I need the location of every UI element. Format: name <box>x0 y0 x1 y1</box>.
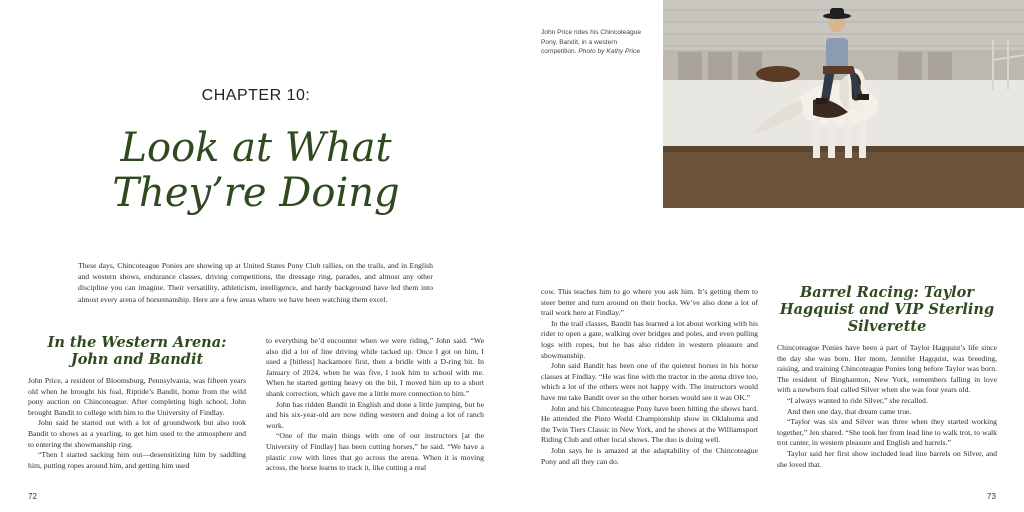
intro-paragraph: These days, Chincoteague Ponies are showing up at United States Pony Club rallies, on the trails, and in English and western shows, endurance classes, driving competitions, the dressage ring, parades, and almost any other discipline you can imagine. Their versatility, athleticism, intelligence, and hardy background have led them into almost every arena of horsemanship. Here are a few areas where we have been watching them excel. <box>78 261 433 304</box>
column-4 <box>777 284 997 470</box>
arena-photo-illustration <box>663 0 1024 208</box>
paragraph: And then one day, that dream came true. <box>787 406 912 416</box>
chapter-title-line-1: Look at What <box>120 125 392 171</box>
paragraph: John said he started out with a lot of groundwork but also took Bandit to shows as a yearling, to get him used to the atmosphere and to entering the showmanship ring. <box>28 418 246 449</box>
paragraph: cow. This teaches him to go where you ask him. It’s getting them to steer better and turn around on their hocks. We’ve also done a lot of trail work here at Findlay.” <box>541 287 758 318</box>
right-page <box>512 0 1024 512</box>
paragraph: “Taylor was six and Silver was three when they started working together,” Jen shared. “She took her from lead line to walk trot, to walk trot canter, in western pleasure and English and barrels.” <box>777 417 997 448</box>
paragraph: John has ridden Bandit in English and done a little jumping, but he and his six-year-old are now riding western and doing a lot of ranch work. <box>266 399 484 430</box>
paragraph: Taylor said her first show included lead line barrels on Silver, and she loved that. <box>777 448 997 469</box>
paragraph: In the trail classes, Bandit has learned a lot about working with his rider to open a gate, walking over bridges and poles, and even pulling logs with ropes, but he has also ridden in western pleasure and showmanship. <box>541 318 758 360</box>
paragraph: John said Bandit has been one of the quietest horses in his horse classes at Findlay. “He was fine with the tractor in the arena drive too, which a lot of the others were not happy with. The instructors would have me take Bandit over so the other horses would see it was OK.” <box>541 361 758 402</box>
paragraph: “I always wanted to ride Silver,” she recalled. <box>787 395 928 405</box>
paragraph: John Price, a resident of Bloomsburg, Pennsylvania, was fifteen years old when he brought his foal, Riptide’s Bandit, home from the wild pony auction on Chincoteague. After completing high school, John brought Bandit to college with him to the University of Findlay. <box>28 376 246 417</box>
page-number-left: 72 <box>28 492 37 501</box>
section-heading-western-arena: In the Western Arena: John and Bandit <box>47 334 227 368</box>
paragraph: to everything he’d encounter when we were riding,” John said. “We also did a lot of line driving while tacked up. Once I got on him, I used a [bitless] hackamore first, then a bridle with a D-ring bit. In January of 2024, when he was five, I took him to school with me. When he started getting heavy on the bit, I moved him up to a short shank correction, which gave me a little more connection to him.” <box>266 336 484 398</box>
photo-caption-text: John Price rides his Chincoteague Pony, Bandit, in a western competition. <box>541 29 642 56</box>
chapter-label: CHAPTER 10: <box>201 87 311 104</box>
column-1 <box>28 334 246 471</box>
photo-caption <box>541 28 651 57</box>
paragraph: “One of the main things with one of our instructors [at the University of Findlay] has been cutting horses,” he said. “We have a plastic cow with lines that go across the arena. When it is moving across, the horse learns to track it, like cutting a real <box>266 431 484 473</box>
page-number-right: 73 <box>987 492 996 501</box>
column-2 <box>266 336 484 474</box>
photo-rider-on-pony <box>663 0 1024 208</box>
section-heading-barrel-racing: Barrel Racing: Taylor Hagquist and VIP Sterling Silverette <box>779 284 995 335</box>
paragraph: Chincoteague Ponies have been a part of Taylor Hagquist’s life since the day she was born. Her mom, Jennifer Hagquist, was breeding, raising, and training Chincoteague Ponies long before Taylor was born. The resident of Binghamton, New York, remembers falling in love with a newborn foal called Silver when she was four years old. <box>777 343 997 395</box>
paragraph: “Then I started sacking him out—desensitizing him by saddling him, putting ropes around him, and getting him used <box>28 450 246 470</box>
chapter-title-line-2: They’re Doing <box>112 170 400 216</box>
column-3 <box>541 287 758 467</box>
paragraph: John and his Chincoteague Pony have been hitting the shows hard. He attended the Pinto World Championship show in Oklahoma and the Twin Tiers Classic in New York, and he shows at the Williamsport Riding Club and other local shows. The duo is doing well. <box>541 403 758 445</box>
paragraph: John says he is amazed at the adaptability of the Chincoteague Pony and all they can do. <box>541 445 758 466</box>
photo-credit: Photo by Kathy Price <box>578 48 640 56</box>
